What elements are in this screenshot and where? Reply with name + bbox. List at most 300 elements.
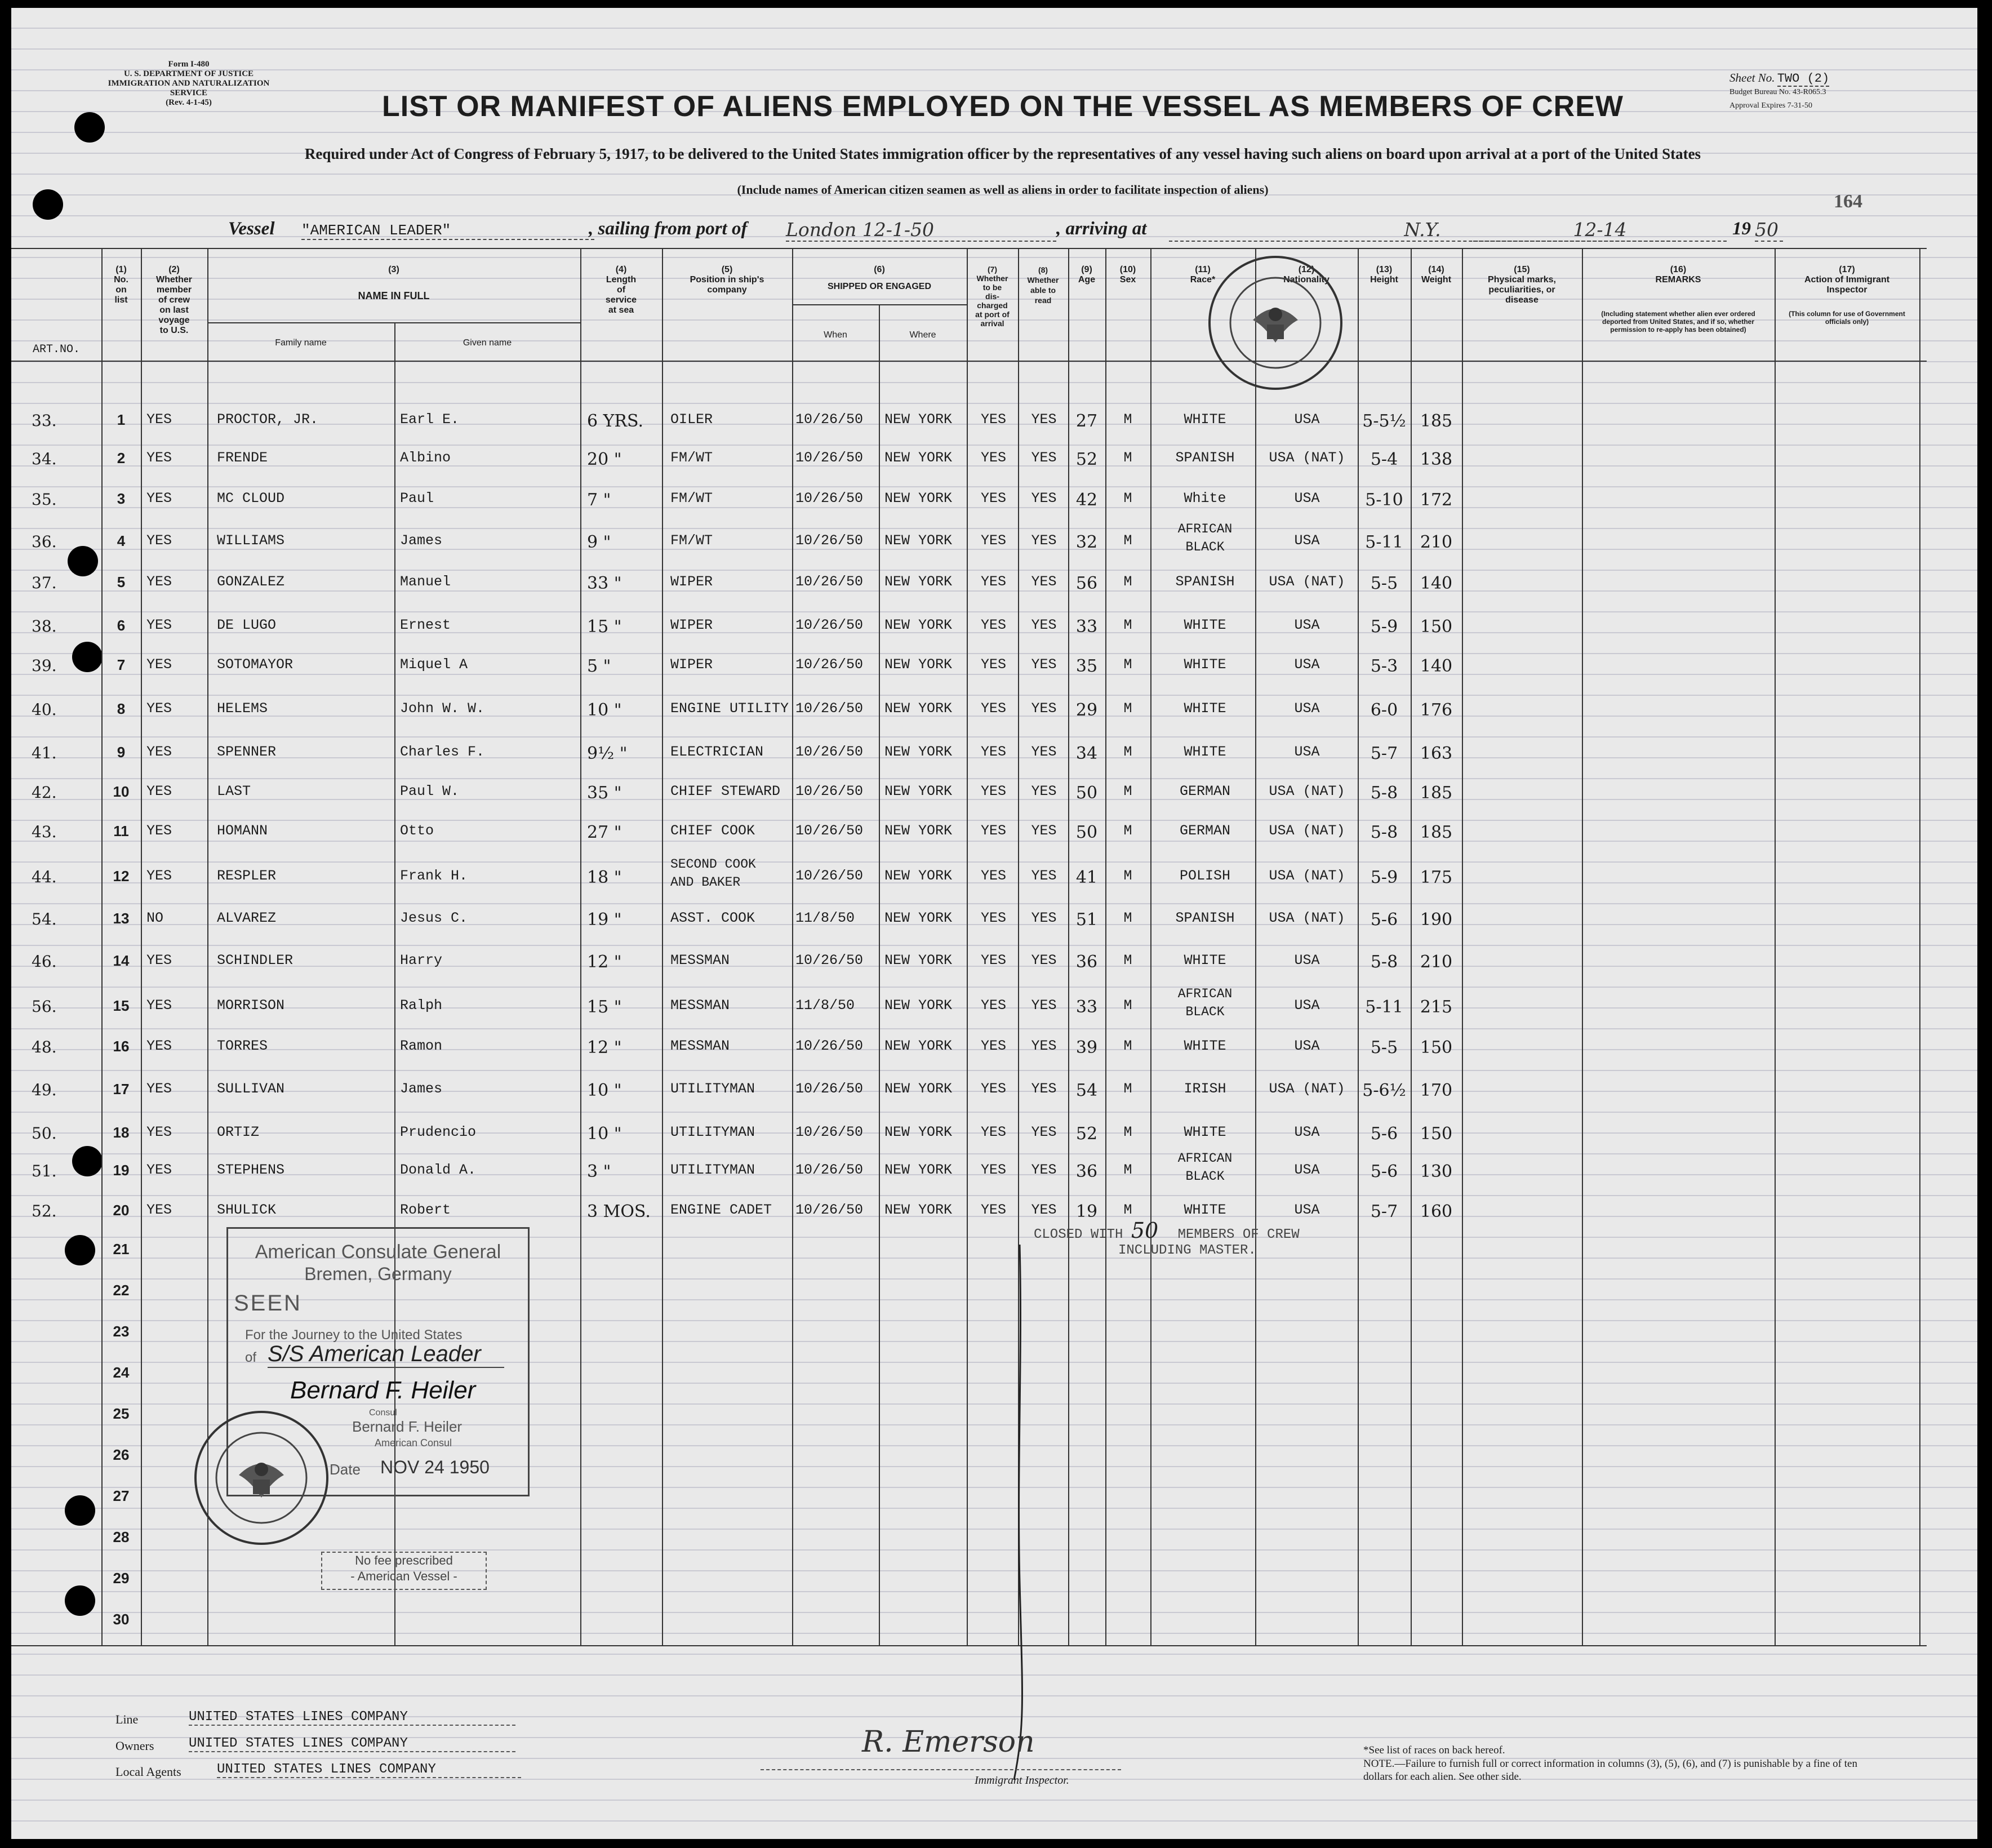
- cell-last-voyage: YES: [146, 656, 172, 673]
- cell-height: 5-11: [1365, 997, 1403, 1017]
- cell-weight: 215: [1420, 997, 1453, 1017]
- pen-stroke: [1003, 1245, 1037, 1785]
- cell-sex: M: [1123, 490, 1132, 507]
- cell-height: 5-8: [1370, 952, 1398, 972]
- cell-weight: 210: [1420, 532, 1453, 552]
- cell-position: UTILITYMAN: [670, 1124, 755, 1140]
- cell-sex: M: [1123, 574, 1132, 590]
- page-title: LIST OR MANIFEST OF ALIENS EMPLOYED ON THE VESSEL AS MEMBERS OF CREW: [382, 90, 1624, 123]
- cell-family-name: ALVAREZ: [217, 910, 277, 926]
- col-header-17: (17) Action of Immigrant Inspector: [1804, 265, 1890, 295]
- cell-service-length: 19 ": [587, 910, 622, 930]
- cell-given-name: Manuel: [400, 574, 451, 590]
- cell-nationality: USA: [1294, 700, 1320, 717]
- eagle-seal-icon: [1211, 258, 1340, 388]
- cell-service-length: 18 ": [587, 868, 622, 887]
- cell-height: 5-6: [1370, 1162, 1398, 1181]
- cell-service-length: 7 ": [587, 490, 611, 510]
- cell-last-voyage: YES: [146, 868, 172, 884]
- cell-given-name: Otto: [400, 823, 434, 839]
- cell-race: WHITE: [1184, 700, 1226, 717]
- cell-rn-no: 20: [113, 1202, 130, 1219]
- cell-able-to-read: YES: [1031, 1038, 1057, 1054]
- cell-rn-no: 12: [113, 868, 130, 885]
- cell-position: ELECTRICIAN: [670, 744, 764, 760]
- empty-row-number: 28: [113, 1529, 130, 1545]
- cell-position: FM/WT: [670, 490, 713, 507]
- col-header-3-title: NAME IN FULL: [358, 290, 430, 301]
- cell-shipped-when: 10/26/50: [795, 411, 864, 428]
- cell-age: 50: [1075, 783, 1098, 803]
- fee-stamp: [321, 1552, 487, 1590]
- cell-position: MESSMAN: [670, 997, 730, 1014]
- cell-discharged: YES: [980, 744, 1006, 760]
- closing-text-1: CLOSED WITH: [1034, 1227, 1123, 1242]
- cell-position: ASST. COOK: [670, 910, 755, 926]
- cell-rn-art: 39.: [32, 656, 57, 675]
- punch-hole: [33, 189, 63, 220]
- cell-sex: M: [1123, 617, 1132, 633]
- of-label: of: [245, 1350, 257, 1365]
- cell-last-voyage: YES: [146, 490, 172, 507]
- cell-position: OILER: [670, 411, 713, 428]
- cell-family-name: GONZALEZ: [217, 574, 285, 590]
- cell-position: WIPER: [670, 617, 713, 633]
- owners-label: Owners: [115, 1739, 154, 1753]
- col-header-7: (7) Whether to be dis- charged at port of arrival: [975, 265, 1010, 328]
- cell-height: 5-5½: [1362, 411, 1406, 431]
- cell-shipped-where: NEW YORK: [884, 952, 953, 969]
- cell-weight: 185: [1420, 823, 1453, 842]
- cell-nationality: USA: [1294, 1202, 1320, 1218]
- cell-service-length: 9½ ": [587, 744, 628, 763]
- cell-able-to-read: YES: [1031, 1162, 1057, 1178]
- cell-discharged: YES: [980, 532, 1006, 549]
- cell-last-voyage: YES: [146, 532, 172, 549]
- col-header-when: When: [824, 330, 847, 340]
- cell-weight: 150: [1420, 617, 1453, 637]
- cell-shipped-where: NEW YORK: [884, 574, 953, 590]
- cell-rn-no: 4: [117, 532, 126, 549]
- cell-age: 56: [1075, 574, 1098, 593]
- cell-family-name: SPENNER: [217, 744, 277, 760]
- col-header-16-sub: (Including statement whether alien ever ordered deported from United States, and if so, whether permission to re-apply has been obtained): [1601, 310, 1755, 334]
- consulate-seal: [194, 1411, 328, 1545]
- cell-position: WIPER: [670, 574, 713, 590]
- cell-race: GERMAN: [1179, 783, 1230, 799]
- cell-height: 5-7: [1370, 1202, 1398, 1221]
- ship-name: S/S American Leader: [268, 1341, 504, 1368]
- manifest-page: [11, 8, 1977, 1839]
- fee-line-1: No fee prescribed: [355, 1553, 453, 1567]
- cell-weight: 138: [1420, 450, 1453, 469]
- cell-position: FM/WT: [670, 450, 713, 466]
- cell-nationality: USA: [1294, 952, 1320, 969]
- cell-sex: M: [1123, 450, 1132, 466]
- cell-family-name: MORRISON: [217, 997, 285, 1014]
- cell-given-name: Charles F.: [400, 744, 485, 760]
- cell-race: WHITE: [1184, 617, 1226, 633]
- cell-given-name: Albino: [400, 450, 451, 466]
- cell-family-name: PROCTOR, JR.: [217, 411, 319, 428]
- cell-rn-art: 51.: [32, 1162, 57, 1180]
- cell-shipped-where: NEW YORK: [884, 744, 953, 760]
- cell-nationality: USA: [1294, 656, 1320, 673]
- cell-rn-no: 11: [113, 823, 129, 839]
- cell-height: 5-8: [1370, 783, 1398, 803]
- cell-sex: M: [1123, 868, 1132, 884]
- cell-rn-no: 6: [117, 617, 126, 634]
- cell-race: WHITE: [1184, 952, 1226, 969]
- cell-weight: 190: [1420, 910, 1453, 930]
- cell-last-voyage: YES: [146, 1038, 172, 1054]
- cell-position: FM/WT: [670, 532, 713, 549]
- cell-rn-no: 9: [117, 744, 126, 761]
- cell-nationality: USA (NAT): [1269, 1081, 1345, 1097]
- cell-shipped-where: NEW YORK: [884, 450, 953, 466]
- cell-rn-art: 42.: [32, 783, 57, 802]
- cell-sex: M: [1123, 823, 1132, 839]
- cell-service-length: 5 ": [587, 656, 611, 676]
- empty-row-number: 25: [113, 1405, 130, 1422]
- cell-nationality: USA: [1294, 617, 1320, 633]
- col-header-15: (15) Physical marks, peculiarities, or disease: [1488, 265, 1556, 305]
- cell-height: 5-5: [1370, 1038, 1398, 1058]
- cell-race: WHITE: [1184, 1202, 1226, 1218]
- cell-able-to-read: YES: [1031, 574, 1057, 590]
- cell-shipped-where: NEW YORK: [884, 1038, 953, 1054]
- cell-last-voyage: YES: [146, 450, 172, 466]
- cell-position: UTILITYMAN: [670, 1162, 755, 1178]
- cell-weight: 185: [1420, 411, 1453, 431]
- cell-able-to-read: YES: [1031, 783, 1057, 799]
- cell-weight: 163: [1420, 744, 1453, 763]
- cell-service-length: 6 YRS.: [587, 411, 644, 431]
- cell-able-to-read: YES: [1031, 744, 1057, 760]
- budget-bureau: Budget Bureau No. 43-R065.3: [1729, 88, 1826, 96]
- cell-able-to-read: YES: [1031, 997, 1057, 1014]
- cell-last-voyage: YES: [146, 783, 172, 799]
- cell-last-voyage: YES: [146, 617, 172, 633]
- col-header-8: (8) Whether able to read: [1027, 265, 1059, 305]
- consul-role: Consul: [369, 1408, 397, 1418]
- cell-rn-no: 16: [113, 1038, 130, 1055]
- cell-given-name: Harry: [400, 952, 443, 969]
- closing-count: 50: [1131, 1218, 1159, 1243]
- races-note: *See list of races on back hereof.: [1363, 1744, 1505, 1756]
- art-no-label: ART.NO.: [32, 343, 80, 356]
- agents-value: UNITED STATES LINES COMPANY: [217, 1762, 521, 1778]
- consulate-line-1: American Consulate General: [255, 1241, 501, 1263]
- cell-service-length: 15 ": [587, 997, 622, 1017]
- cell-service-length: 27 ": [587, 823, 622, 842]
- cell-last-voyage: YES: [146, 744, 172, 760]
- cell-given-name: Jesus C.: [400, 910, 468, 926]
- cell-given-name: Earl E.: [400, 411, 460, 428]
- cell-rn-no: 1: [117, 411, 126, 428]
- cell-shipped-when: 10/26/50: [795, 450, 864, 466]
- cell-discharged: YES: [980, 952, 1006, 969]
- arrival-date: 12-14: [1473, 219, 1727, 242]
- year-value: 50: [1755, 219, 1783, 242]
- empty-row-number: 26: [113, 1446, 130, 1463]
- col-header-14: (14) Weight: [1421, 265, 1452, 285]
- closing-text-2: MEMBERS OF CREW: [1177, 1227, 1300, 1242]
- cell-sex: M: [1123, 1038, 1132, 1054]
- cell-race: WHITE: [1184, 411, 1226, 428]
- cell-discharged: YES: [980, 450, 1006, 466]
- cell-able-to-read: YES: [1031, 532, 1057, 549]
- cell-shipped-when: 10/26/50: [795, 1038, 864, 1054]
- cell-shipped-when: 10/26/50: [795, 1162, 864, 1178]
- cell-weight: 176: [1420, 700, 1453, 720]
- cell-shipped-where: NEW YORK: [884, 783, 953, 799]
- cell-height: 5-8: [1370, 823, 1398, 842]
- cell-shipped-when: 10/26/50: [795, 700, 864, 717]
- cell-last-voyage: YES: [146, 1124, 172, 1140]
- approval-expires: Approval Expires 7-31-50: [1729, 101, 1812, 110]
- cell-discharged: YES: [980, 910, 1006, 926]
- col-header-17-sub: (This column for use of Government officials only): [1789, 310, 1905, 326]
- cell-shipped-where: NEW YORK: [884, 997, 953, 1014]
- cell-sex: M: [1123, 910, 1132, 926]
- empty-row-number: 23: [113, 1323, 130, 1340]
- cell-shipped-when: 10/26/50: [795, 656, 864, 673]
- cell-rn-no: 8: [117, 700, 126, 717]
- sailing-label: , sailing from port of: [589, 219, 748, 239]
- cell-given-name: Ramon: [400, 1038, 443, 1054]
- cell-able-to-read: YES: [1031, 490, 1057, 507]
- cell-position: CHIEF COOK: [670, 823, 755, 839]
- cell-rn-art: 37.: [32, 574, 57, 592]
- cell-shipped-when: 10/26/50: [795, 574, 864, 590]
- cell-rn-no: 19: [113, 1162, 130, 1179]
- cell-given-name: Paul: [400, 490, 434, 507]
- cell-race: SPANISH: [1175, 450, 1235, 466]
- cell-shipped-when: 10/26/50: [795, 952, 864, 969]
- subtitle: Required under Act of Congress of February 5, 1917, to be delivered to the United States immigration officer by the representatives of any vessel having such aliens on board upon arrival at a port of the United States: [304, 145, 1701, 162]
- cell-rn-art: 44.: [32, 868, 57, 886]
- cell-age: 52: [1075, 450, 1098, 469]
- eagle-seal-icon: [197, 1413, 326, 1543]
- cell-race: AFRICAN BLACK: [1177, 1151, 1233, 1184]
- cell-shipped-when: 10/26/50: [795, 1124, 864, 1140]
- cell-rn-art: 50.: [32, 1124, 57, 1143]
- cell-nationality: USA (NAT): [1269, 823, 1345, 839]
- col-header-3: (3): [388, 265, 399, 274]
- cell-height: 5-7: [1370, 744, 1398, 763]
- consulate-line-2: Bremen, Germany: [304, 1264, 452, 1284]
- vessel-name: "AMERICAN LEADER": [301, 219, 594, 240]
- sheet-value: TWO (2): [1777, 72, 1830, 86]
- cell-discharged: YES: [980, 656, 1006, 673]
- cell-rn-art: 49.: [32, 1081, 57, 1099]
- cell-position: WIPER: [670, 656, 713, 673]
- cell-rn-no: 15: [113, 997, 130, 1014]
- penalty-note: NOTE.—Failure to furnish full or correct information in columns (3), (5), (6), and (7) is punishable by a fine of ten dollars for each alien. See other side.: [1363, 1758, 1857, 1783]
- cell-sex: M: [1123, 700, 1132, 717]
- cell-age: 33: [1075, 997, 1098, 1017]
- col-header-6-title: SHIPPED OR ENGAGED: [827, 282, 932, 291]
- journey-text: For the Journey to the United States: [245, 1327, 463, 1343]
- cell-nationality: USA (NAT): [1269, 910, 1345, 926]
- cell-last-voyage: YES: [146, 1081, 172, 1097]
- form-id: Form I-480 U. S. DEPARTMENT OF JUSTICE IMMIGRATION AND NATURALIZATION SERVICE (Rev. 4-1-45): [108, 60, 270, 107]
- cell-discharged: YES: [980, 1081, 1006, 1097]
- cell-shipped-when: 10/26/50: [795, 1202, 864, 1218]
- cell-nationality: USA (NAT): [1269, 868, 1345, 884]
- cell-race: AFRICAN BLACK: [1177, 522, 1233, 554]
- cell-last-voyage: YES: [146, 411, 172, 428]
- cell-age: 42: [1075, 490, 1098, 510]
- cell-weight: 210: [1420, 952, 1453, 972]
- cell-height: 5-9: [1370, 868, 1398, 887]
- cell-family-name: LAST: [217, 783, 251, 799]
- cell-last-voyage: YES: [146, 823, 172, 839]
- cell-position: MESSMAN: [670, 1038, 730, 1054]
- cell-discharged: YES: [980, 823, 1006, 839]
- sailing-port: London 12-1-50: [786, 219, 1056, 242]
- cell-service-length: 10 ": [587, 700, 622, 720]
- vessel-label: Vessel: [228, 219, 275, 239]
- col-header-4: (4) Length of service at sea: [605, 265, 637, 315]
- cell-shipped-where: NEW YORK: [884, 411, 953, 428]
- empty-row-number: 29: [113, 1570, 130, 1587]
- consul-signature: Bernard F. Heiler: [290, 1376, 476, 1404]
- cell-discharged: YES: [980, 783, 1006, 799]
- empty-row-number: 21: [113, 1241, 130, 1258]
- cell-age: 33: [1075, 617, 1098, 637]
- cell-given-name: John W. W.: [400, 700, 485, 717]
- inspector-line: [761, 1769, 1121, 1770]
- stamp-number: 164: [1834, 191, 1862, 212]
- cell-race: WHITE: [1184, 744, 1226, 760]
- cell-sex: M: [1123, 744, 1132, 760]
- cell-given-name: Prudencio: [400, 1124, 477, 1140]
- cell-family-name: HELEMS: [217, 700, 268, 717]
- empty-row-number: 24: [113, 1364, 130, 1381]
- cell-able-to-read: YES: [1031, 952, 1057, 969]
- col-header-16: (16) REMARKS: [1655, 265, 1701, 285]
- cell-height: 5-10: [1365, 490, 1403, 510]
- cell-rn-no: 14: [113, 952, 130, 969]
- cell-able-to-read: YES: [1031, 910, 1057, 926]
- cell-age: 29: [1075, 700, 1098, 720]
- cell-family-name: TORRES: [217, 1038, 268, 1054]
- cell-height: 5-4: [1370, 450, 1398, 469]
- cell-height: 5-9: [1370, 617, 1398, 637]
- cell-given-name: Paul W.: [400, 783, 460, 799]
- cell-given-name: Donald A.: [400, 1162, 477, 1178]
- cell-able-to-read: YES: [1031, 823, 1057, 839]
- cell-weight: 150: [1420, 1038, 1453, 1058]
- cell-age: 34: [1075, 744, 1098, 763]
- cell-family-name: MC CLOUD: [217, 490, 285, 507]
- cell-weight: 160: [1420, 1202, 1453, 1221]
- cell-sex: M: [1123, 952, 1132, 969]
- col-header-given: Given name: [463, 338, 512, 348]
- cell-shipped-when: 10/26/50: [795, 744, 864, 760]
- cell-position: ENGINE UTILITY: [670, 700, 789, 717]
- cell-given-name: Ernest: [400, 617, 451, 633]
- cell-shipped-when: 10/26/50: [795, 490, 864, 507]
- cell-discharged: YES: [980, 1124, 1006, 1140]
- cell-discharged: YES: [980, 1038, 1006, 1054]
- sheet-info: [1729, 71, 1910, 113]
- col-header-10: (10) Sex: [1119, 265, 1136, 285]
- cell-rn-art: 46.: [32, 952, 57, 971]
- inspector-label: Immigrant Inspector.: [975, 1774, 1069, 1787]
- seen-label: SEEN: [234, 1291, 302, 1316]
- cell-able-to-read: YES: [1031, 450, 1057, 466]
- cell-shipped-when: 10/26/50: [795, 868, 864, 884]
- stamp-date: NOV 24 1950: [380, 1457, 490, 1477]
- cell-age: 27: [1075, 411, 1098, 431]
- cell-shipped-when: 10/26/50: [795, 617, 864, 633]
- cell-race: WHITE: [1184, 1038, 1226, 1054]
- sheet-label: Sheet No.: [1729, 71, 1775, 85]
- date-label: Date: [330, 1461, 361, 1478]
- cell-age: 36: [1075, 1162, 1098, 1181]
- cell-nationality: USA: [1294, 997, 1320, 1014]
- cell-race: IRISH: [1184, 1081, 1226, 1097]
- cell-shipped-where: NEW YORK: [884, 700, 953, 717]
- cell-race: SPANISH: [1175, 910, 1235, 926]
- cell-last-voyage: NO: [146, 910, 164, 926]
- cell-able-to-read: YES: [1031, 617, 1057, 633]
- cell-last-voyage: YES: [146, 700, 172, 717]
- cell-discharged: YES: [980, 617, 1006, 633]
- cell-height: 6-0: [1370, 700, 1398, 720]
- empty-row-number: 30: [113, 1611, 130, 1628]
- cell-age: 51: [1075, 910, 1098, 930]
- cell-nationality: USA: [1294, 490, 1320, 507]
- empty-row-number: 27: [113, 1487, 130, 1504]
- cell-family-name: RESPLER: [217, 868, 277, 884]
- cell-family-name: SCHINDLER: [217, 952, 294, 969]
- cell-able-to-read: YES: [1031, 656, 1057, 673]
- consul-title: American Consul: [375, 1437, 452, 1449]
- cell-age: 41: [1075, 868, 1098, 887]
- cell-family-name: HOMANN: [217, 823, 268, 839]
- cell-service-length: 33 ": [587, 574, 622, 593]
- cell-sex: M: [1123, 1081, 1132, 1097]
- cell-family-name: SHULICK: [217, 1202, 277, 1218]
- cell-rn-art: 41.: [32, 744, 57, 762]
- cell-given-name: Robert: [400, 1202, 451, 1218]
- cell-rn-no: 7: [117, 656, 126, 673]
- col-header-9: (9) Age: [1078, 265, 1096, 285]
- cell-service-length: 20 ": [587, 450, 622, 469]
- cell-family-name: WILLIAMS: [217, 532, 285, 549]
- cell-service-length: 12 ": [587, 1038, 622, 1058]
- cell-shipped-when: 11/8/50: [795, 997, 855, 1014]
- cell-shipped-when: 10/26/50: [795, 783, 864, 799]
- cell-sex: M: [1123, 411, 1132, 428]
- cell-weight: 172: [1420, 490, 1453, 510]
- cell-discharged: YES: [980, 997, 1006, 1014]
- cell-rn-no: 13: [113, 910, 130, 927]
- cell-service-length: 10 ": [587, 1081, 622, 1100]
- cell-service-length: 12 ": [587, 952, 622, 972]
- cell-given-name: Frank H.: [400, 868, 468, 884]
- cell-family-name: DE LUGO: [217, 617, 277, 633]
- punch-hole: [74, 112, 105, 143]
- cell-able-to-read: YES: [1031, 1081, 1057, 1097]
- cell-weight: 185: [1420, 783, 1453, 803]
- cell-given-name: Miquel A: [400, 656, 468, 673]
- cell-shipped-when: 10/26/50: [795, 532, 864, 549]
